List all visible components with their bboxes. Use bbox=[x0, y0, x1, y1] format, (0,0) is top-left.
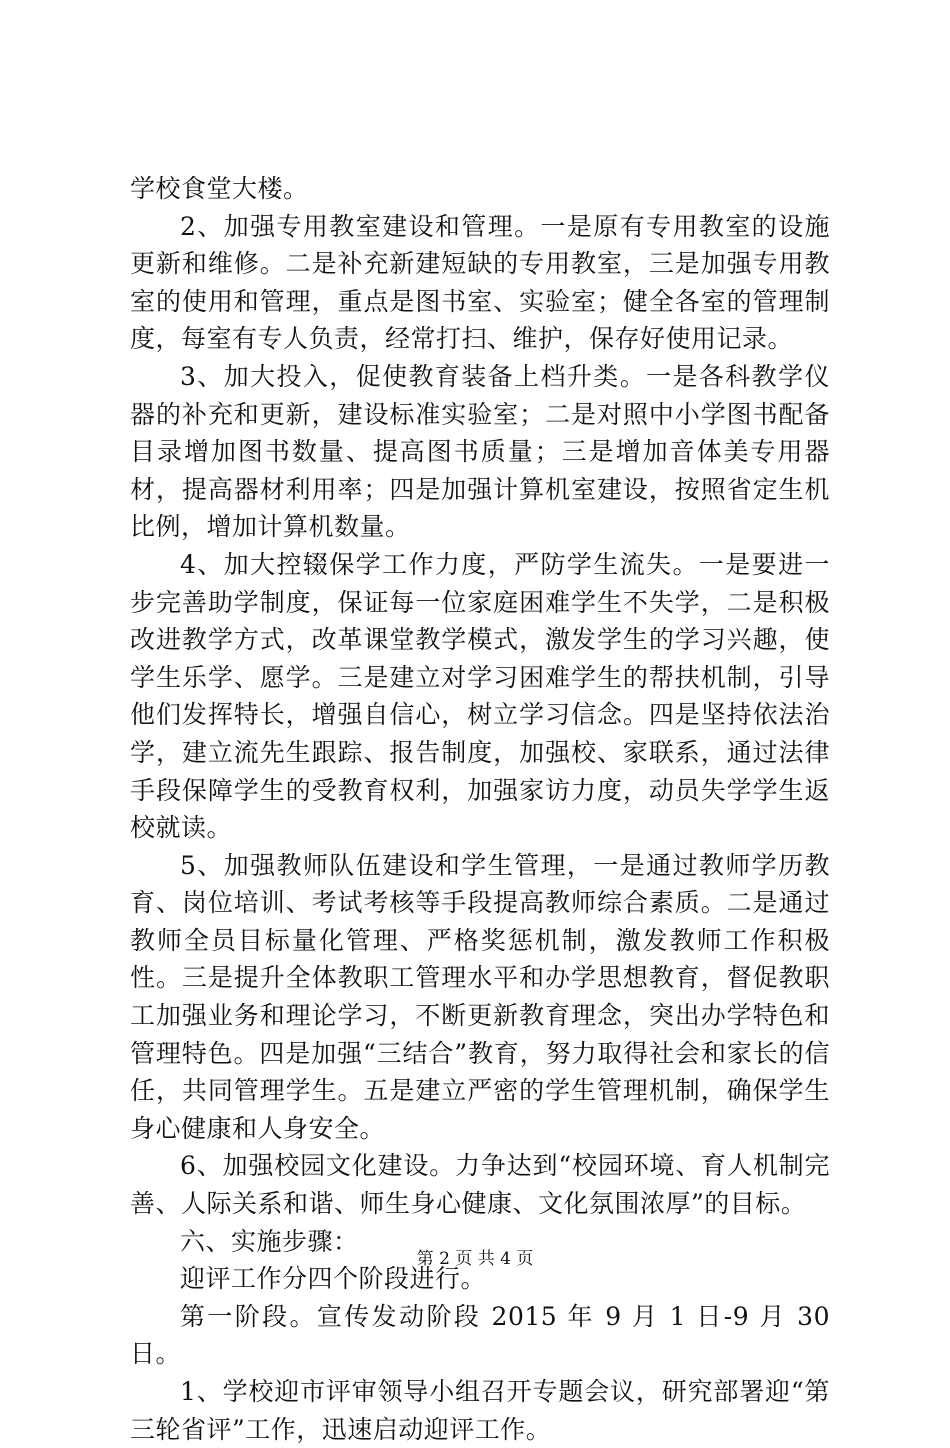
paragraph-3: 3、加大投入，促使教育装备上档升类。一是各科教学仪器的补充和更新，建设标准实验室；二是对照中小学图书配备目录增加图书数量、提高图书质量；三是增加音体美专用器材，提高器材利用率；四是加强计算机室建设，按照省定生机比例，增加计算机数量。 bbox=[130, 361, 830, 542]
paragraph-1: 学校食堂大楼。 bbox=[130, 174, 309, 203]
paragraph-8: 迎评工作分四个阶段进行。 bbox=[180, 1264, 487, 1294]
paragraph-4: 4、加大控辍保学工作力度，严防学生流失。一是要进一步完善助学制度，保证每一位家庭困难学生不失学，二是积极改进教学方式，改革课堂教学模式，激发学生的学习兴趣，使学生乐学、愿学。三是建立对学习困难学生的帮扶机制，引导他们发挥特长，增强自信心，树立学习信念。四是坚持依法治学，建立流先生跟踪、报告制度，加强校、家联系，通过法律手段保障学生的受教育权利，加强家访力度，动员失学学生返校就读。 bbox=[130, 549, 830, 843]
paragraph-2: 2、加强专用教室建设和管理。一是原有专用教室的设施更新和维修。二是补充新建短缺的专用教室，三是加强专用教室的使用和管理，重点是图书室、实验室；健全各室的管理制度，每室有专人负责，经常打扫、维护，保存好使用记录。 bbox=[130, 211, 830, 354]
page-footer: 第 2 页 共 4 页 bbox=[416, 1249, 534, 1269]
section-heading: 六、实施步骤： bbox=[180, 1226, 359, 1256]
paragraph-10: 1、学校迎市评审领导小组召开专题会议，研究部署迎“第三轮省评”工作，迅速启动迎评工作。 bbox=[130, 1377, 830, 1444]
paragraph-9: 第一阶段。宣传发动阶段 2015 年 9 月 1 日-9 月 30 日。 bbox=[130, 1301, 830, 1369]
paragraph-6: 6、加强校园文化建设。力争达到“校园环境、育人机制完善、人际关系和谐、师生身心健康、文化氛围浓厚”的目标。 bbox=[130, 1151, 830, 1219]
paragraph-5: 5、加强教师队伍建设和学生管理，一是通过教师学历教育、岗位培训、考试考核等手段提高教师综合素质。二是通过教师全员目标量化管理、严格奖惩机制，激发教师工作积极性。三是提升全体教职工管理水平和办学思想教育，督促教职工加强业务和理论学习，不断更新教育理念，突出办学特色和管理特色。四是加强“三结合”教育，努力取得社会和家长的信任，共同管理学生。五是建立严密的学生管理机制，确保学生身心健康和人身安全。 bbox=[130, 850, 830, 1143]
